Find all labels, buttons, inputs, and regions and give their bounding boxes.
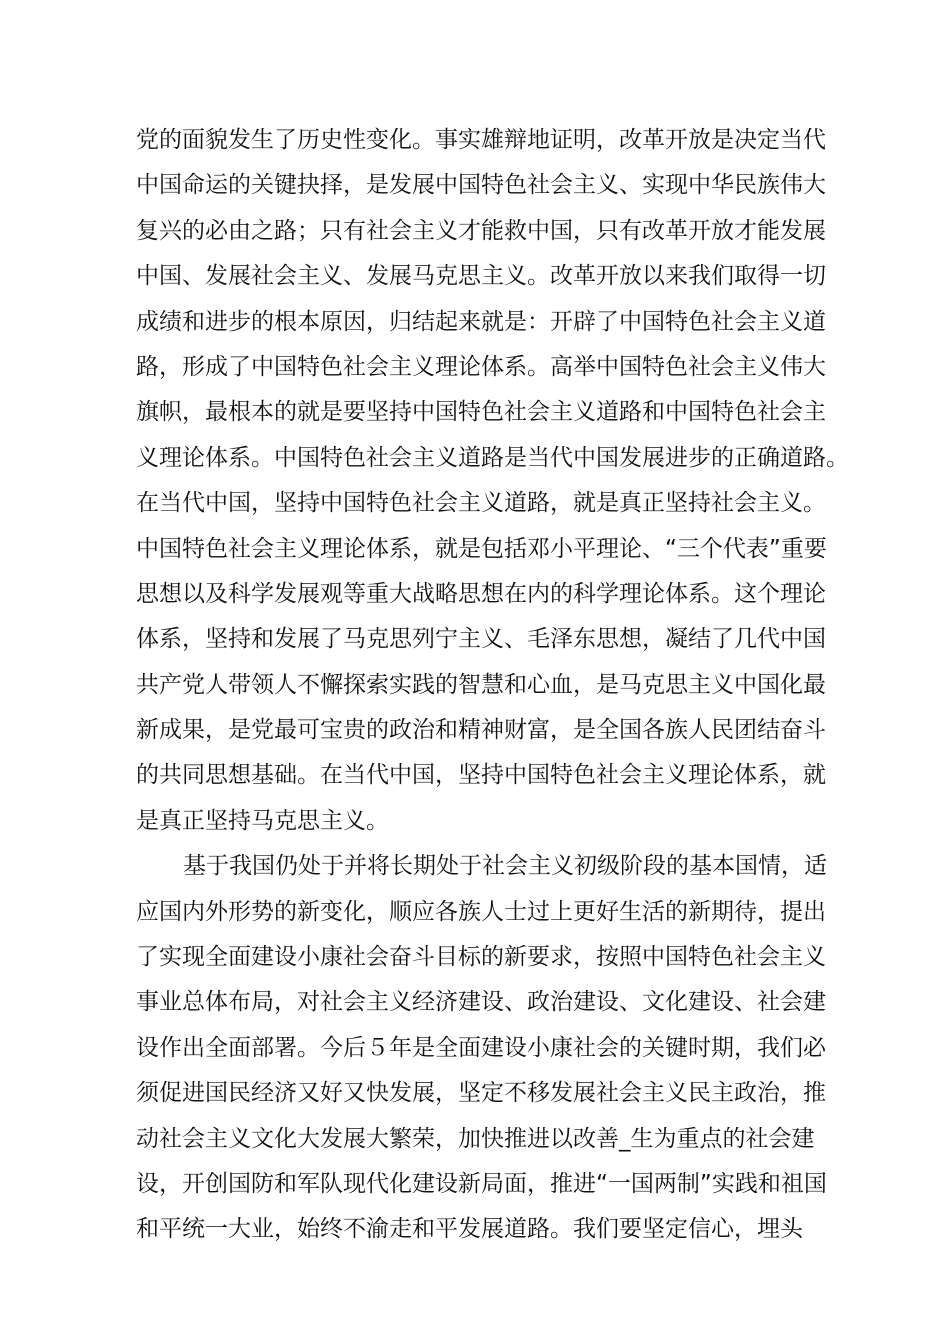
paragraph-first-line: 基于我国仍处于并将长期处于社会主义初级阶段的基本国情，适 xyxy=(183,853,827,880)
text-line: 动社会主义文化大发展大繁荣，加快推进以改善_生为重点的社会建 xyxy=(136,1125,815,1152)
text-line: 复兴的必由之路；只有社会主义才能救中国，只有改革开放才能发展 xyxy=(136,217,826,244)
text-line: 义理论体系。中国特色社会主义道路是当代中国发展进步的正确道路。 xyxy=(136,444,849,471)
text-line: 的共同思想基础。在当代中国，坚持中国特色社会主义理论体系，就 xyxy=(136,762,826,789)
text-line: 应国内外形势的新变化，顺应各族人士过上更好生活的新期待，提出 xyxy=(136,898,826,925)
body-text xyxy=(136,118,849,1253)
text-line: 是真正坚持马克思主义。 xyxy=(136,807,389,834)
text-line: 旗帜，最根本的就是要坚持中国特色社会主义道路和中国特色社会主 xyxy=(136,399,826,426)
text-line: 党的面貌发生了历史性变化。事实雄辩地证明，改革开放是决定当代 xyxy=(136,127,826,153)
text-line: 设，开创国防和军队现代化建设新局面，推进“一国两制”实践和祖国 xyxy=(136,1170,827,1197)
text-line: 中国、发展社会主义、发展马克思主义。改革开放以来我们取得一切 xyxy=(136,263,826,290)
text-line: 和平统一大业，始终不渝走和平发展道路。我们要坚定信心，埋头 xyxy=(136,1216,803,1243)
text-line: 须促进国民经济又好又快发展，坚定不移发展社会主义民主政治，推 xyxy=(136,1080,826,1107)
text-line: 在当代中国，坚持中国特色社会主义道路，就是真正坚持社会主义。 xyxy=(136,490,826,517)
text-line: 成绩和进步的根本原因，归结起来就是：开辟了中国特色社会主义道 xyxy=(136,308,826,335)
text-line: 体系，坚持和发展了马克思列宁主义、毛泽东思想，凝结了几代中国 xyxy=(136,626,826,653)
text-line: 思想以及科学发展观等重大战略思想在内的科学理论体系。这个理论 xyxy=(136,580,826,607)
text-line: 新成果，是党最可宝贵的政治和精神财富，是全国各族人民团结奋斗 xyxy=(136,717,826,744)
text-line: 设作出全面部署。今后５年是全面建设小康社会的关键时期，我们必 xyxy=(136,1034,826,1061)
text-line: 中国命运的关键抉择，是发展中国特色社会主义、实现中华民族伟大 xyxy=(136,172,826,199)
text-line: 共产党人带领人不懈探索实践的智慧和心血，是马克思主义中国化最 xyxy=(136,671,826,698)
text-line: 事业总体布局，对社会主义经济建设、政治建设、文化建设、社会建 xyxy=(136,989,826,1016)
text-line: 路，形成了中国特色社会主义理论体系。高举中国特色社会主义伟大 xyxy=(136,353,826,380)
text-line: 了实现全面建设小康社会奋斗目标的新要求，按照中国特色社会主义 xyxy=(136,944,826,971)
text-line: 中国特色社会主义理论体系，就是包括邓小平理论、“三个代表”重要 xyxy=(136,535,827,562)
